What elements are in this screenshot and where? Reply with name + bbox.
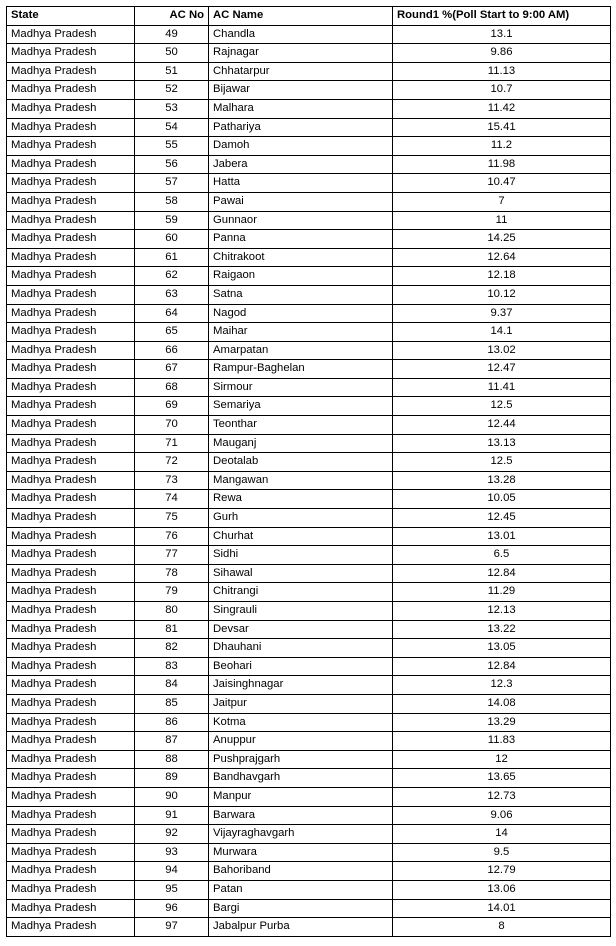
cell-round1-percent: 12.84 — [393, 657, 611, 676]
cell-round1-percent: 12.44 — [393, 416, 611, 435]
table-row — [7, 248, 611, 267]
table-row — [7, 676, 611, 695]
cell-round1-percent: 13.28 — [393, 471, 611, 490]
cell-ac-name: Devsar — [209, 620, 393, 639]
cell-round1-percent: 9.5 — [393, 843, 611, 862]
cell-state: Madhya Pradesh — [7, 81, 135, 100]
cell-ac-no: 55 — [135, 137, 209, 156]
cell-ac-no: 69 — [135, 397, 209, 416]
table-row — [7, 81, 611, 100]
cell-ac-name: Patan — [209, 880, 393, 899]
cell-state: Madhya Pradesh — [7, 564, 135, 583]
cell-state: Madhya Pradesh — [7, 918, 135, 937]
cell-ac-no: 77 — [135, 546, 209, 565]
table-row — [7, 137, 611, 156]
cell-state: Madhya Pradesh — [7, 62, 135, 81]
cell-ac-name: Satna — [209, 285, 393, 304]
cell-state: Madhya Pradesh — [7, 546, 135, 565]
cell-round1-percent: 11 — [393, 211, 611, 230]
cell-ac-name: Mangawan — [209, 471, 393, 490]
cell-state: Madhya Pradesh — [7, 509, 135, 528]
cell-state: Madhya Pradesh — [7, 825, 135, 844]
cell-round1-percent: 11.41 — [393, 378, 611, 397]
cell-ac-name: Bijawar — [209, 81, 393, 100]
table-row — [7, 471, 611, 490]
cell-state: Madhya Pradesh — [7, 602, 135, 621]
cell-state: Madhya Pradesh — [7, 341, 135, 360]
cell-ac-no: 66 — [135, 341, 209, 360]
cell-ac-no: 93 — [135, 843, 209, 862]
cell-state: Madhya Pradesh — [7, 137, 135, 156]
cell-state: Madhya Pradesh — [7, 769, 135, 788]
table-row — [7, 341, 611, 360]
table-row — [7, 918, 611, 937]
table-row — [7, 527, 611, 546]
cell-state: Madhya Pradesh — [7, 527, 135, 546]
table-row — [7, 62, 611, 81]
cell-state: Madhya Pradesh — [7, 174, 135, 193]
cell-ac-no: 81 — [135, 620, 209, 639]
cell-round1-percent: 14.08 — [393, 694, 611, 713]
cell-round1-percent: 12 — [393, 750, 611, 769]
table-row — [7, 267, 611, 286]
cell-round1-percent: 12.13 — [393, 602, 611, 621]
cell-ac-no: 74 — [135, 490, 209, 509]
cell-round1-percent: 13.29 — [393, 713, 611, 732]
cell-state: Madhya Pradesh — [7, 285, 135, 304]
cell-round1-percent: 9.86 — [393, 44, 611, 63]
cell-state: Madhya Pradesh — [7, 323, 135, 342]
table-row — [7, 285, 611, 304]
cell-ac-no: 84 — [135, 676, 209, 695]
cell-ac-no: 75 — [135, 509, 209, 528]
cell-round1-percent: 11.2 — [393, 137, 611, 156]
cell-round1-percent: 9.37 — [393, 304, 611, 323]
table-row — [7, 843, 611, 862]
table-row — [7, 230, 611, 249]
cell-state: Madhya Pradesh — [7, 453, 135, 472]
cell-ac-name: Manpur — [209, 787, 393, 806]
cell-state: Madhya Pradesh — [7, 471, 135, 490]
cell-state: Madhya Pradesh — [7, 360, 135, 379]
cell-round1-percent: 12.45 — [393, 509, 611, 528]
cell-round1-percent: 12.47 — [393, 360, 611, 379]
column-header-state: State — [7, 7, 135, 26]
cell-ac-no: 80 — [135, 602, 209, 621]
column-header-ac-no: AC No — [135, 7, 209, 26]
cell-ac-name: Pawai — [209, 192, 393, 211]
cell-round1-percent: 13.13 — [393, 434, 611, 453]
cell-ac-no: 68 — [135, 378, 209, 397]
column-header-ac-name: AC Name — [209, 7, 393, 26]
cell-ac-no: 97 — [135, 918, 209, 937]
cell-ac-name: Deotalab — [209, 453, 393, 472]
cell-ac-name: Sirmour — [209, 378, 393, 397]
cell-ac-no: 59 — [135, 211, 209, 230]
cell-ac-no: 96 — [135, 899, 209, 918]
cell-state: Madhya Pradesh — [7, 99, 135, 118]
cell-ac-name: Barwara — [209, 806, 393, 825]
cell-ac-no: 92 — [135, 825, 209, 844]
cell-ac-name: Vijayraghavgarh — [209, 825, 393, 844]
cell-state: Madhya Pradesh — [7, 899, 135, 918]
cell-ac-no: 82 — [135, 639, 209, 658]
cell-round1-percent: 12.64 — [393, 248, 611, 267]
cell-ac-name: Kotma — [209, 713, 393, 732]
table-row — [7, 44, 611, 63]
cell-ac-no: 72 — [135, 453, 209, 472]
cell-ac-no: 58 — [135, 192, 209, 211]
cell-ac-no: 65 — [135, 323, 209, 342]
cell-ac-no: 51 — [135, 62, 209, 81]
cell-state: Madhya Pradesh — [7, 192, 135, 211]
table-row — [7, 25, 611, 44]
cell-state: Madhya Pradesh — [7, 787, 135, 806]
table-row — [7, 639, 611, 658]
cell-round1-percent: 14.01 — [393, 899, 611, 918]
cell-ac-no: 62 — [135, 267, 209, 286]
cell-round1-percent: 12.5 — [393, 397, 611, 416]
table-row — [7, 750, 611, 769]
cell-ac-name: Gurh — [209, 509, 393, 528]
cell-ac-no: 61 — [135, 248, 209, 267]
table-row — [7, 155, 611, 174]
cell-ac-no: 54 — [135, 118, 209, 137]
cell-state: Madhya Pradesh — [7, 490, 135, 509]
cell-ac-no: 86 — [135, 713, 209, 732]
cell-ac-name: Amarpatan — [209, 341, 393, 360]
cell-ac-name: Beohari — [209, 657, 393, 676]
table-row — [7, 713, 611, 732]
cell-round1-percent: 11.29 — [393, 583, 611, 602]
cell-round1-percent: 9.06 — [393, 806, 611, 825]
cell-round1-percent: 6.5 — [393, 546, 611, 565]
table-row — [7, 509, 611, 528]
cell-ac-no: 85 — [135, 694, 209, 713]
cell-state: Madhya Pradesh — [7, 806, 135, 825]
table-row — [7, 694, 611, 713]
cell-ac-name: Rampur-Baghelan — [209, 360, 393, 379]
cell-ac-no: 70 — [135, 416, 209, 435]
cell-ac-no: 90 — [135, 787, 209, 806]
table-row — [7, 787, 611, 806]
cell-ac-no: 56 — [135, 155, 209, 174]
table-header — [7, 7, 611, 26]
cell-ac-name: Jaitpur — [209, 694, 393, 713]
cell-round1-percent: 14.1 — [393, 323, 611, 342]
table-row — [7, 490, 611, 509]
table-row — [7, 620, 611, 639]
cell-ac-name: Jabalpur Purba — [209, 918, 393, 937]
table-row — [7, 118, 611, 137]
cell-round1-percent: 10.47 — [393, 174, 611, 193]
cell-round1-percent: 12.84 — [393, 564, 611, 583]
poll-percentage-table — [6, 6, 611, 937]
cell-round1-percent: 12.5 — [393, 453, 611, 472]
cell-state: Madhya Pradesh — [7, 211, 135, 230]
cell-round1-percent: 13.22 — [393, 620, 611, 639]
cell-round1-percent: 12.79 — [393, 862, 611, 881]
table-row — [7, 880, 611, 899]
cell-round1-percent: 13.01 — [393, 527, 611, 546]
cell-state: Madhya Pradesh — [7, 713, 135, 732]
table-row — [7, 323, 611, 342]
cell-ac-name: Chhatarpur — [209, 62, 393, 81]
cell-ac-name: Gunnaor — [209, 211, 393, 230]
cell-round1-percent: 11.42 — [393, 99, 611, 118]
cell-round1-percent: 11.13 — [393, 62, 611, 81]
cell-ac-no: 57 — [135, 174, 209, 193]
table-row — [7, 657, 611, 676]
cell-ac-no: 87 — [135, 732, 209, 751]
cell-round1-percent: 13.06 — [393, 880, 611, 899]
cell-state: Madhya Pradesh — [7, 378, 135, 397]
header-row — [7, 7, 611, 26]
cell-state: Madhya Pradesh — [7, 657, 135, 676]
cell-ac-name: Rajnagar — [209, 44, 393, 63]
cell-round1-percent: 10.7 — [393, 81, 611, 100]
cell-ac-name: Singrauli — [209, 602, 393, 621]
cell-state: Madhya Pradesh — [7, 155, 135, 174]
cell-ac-no: 63 — [135, 285, 209, 304]
table-row — [7, 453, 611, 472]
cell-ac-name: Semariya — [209, 397, 393, 416]
cell-state: Madhya Pradesh — [7, 248, 135, 267]
table-row — [7, 434, 611, 453]
table-row — [7, 769, 611, 788]
table-row — [7, 211, 611, 230]
cell-state: Madhya Pradesh — [7, 267, 135, 286]
cell-ac-name: Raigaon — [209, 267, 393, 286]
cell-ac-no: 78 — [135, 564, 209, 583]
cell-ac-name: Sidhi — [209, 546, 393, 565]
cell-state: Madhya Pradesh — [7, 862, 135, 881]
table-row — [7, 546, 611, 565]
cell-ac-name: Mauganj — [209, 434, 393, 453]
table-row — [7, 304, 611, 323]
cell-state: Madhya Pradesh — [7, 434, 135, 453]
table-row — [7, 602, 611, 621]
cell-round1-percent: 11.98 — [393, 155, 611, 174]
cell-ac-no: 49 — [135, 25, 209, 44]
cell-ac-name: Rewa — [209, 490, 393, 509]
cell-ac-name: Nagod — [209, 304, 393, 323]
cell-ac-no: 64 — [135, 304, 209, 323]
cell-state: Madhya Pradesh — [7, 750, 135, 769]
cell-state: Madhya Pradesh — [7, 620, 135, 639]
cell-ac-no: 73 — [135, 471, 209, 490]
cell-ac-no: 91 — [135, 806, 209, 825]
cell-round1-percent: 13.1 — [393, 25, 611, 44]
cell-ac-name: Bargi — [209, 899, 393, 918]
cell-state: Madhya Pradesh — [7, 694, 135, 713]
cell-ac-name: Bandhavgarh — [209, 769, 393, 788]
table-row — [7, 99, 611, 118]
table-row — [7, 732, 611, 751]
table-row — [7, 806, 611, 825]
table-body — [7, 25, 611, 936]
cell-state: Madhya Pradesh — [7, 25, 135, 44]
cell-ac-no: 53 — [135, 99, 209, 118]
cell-round1-percent: 15.41 — [393, 118, 611, 137]
cell-ac-no: 95 — [135, 880, 209, 899]
table-row — [7, 899, 611, 918]
cell-ac-no: 76 — [135, 527, 209, 546]
cell-ac-name: Bahoriband — [209, 862, 393, 881]
cell-round1-percent: 13.05 — [393, 639, 611, 658]
cell-round1-percent: 12.3 — [393, 676, 611, 695]
cell-round1-percent: 7 — [393, 192, 611, 211]
cell-ac-no: 89 — [135, 769, 209, 788]
cell-state: Madhya Pradesh — [7, 230, 135, 249]
cell-ac-no: 88 — [135, 750, 209, 769]
cell-ac-name: Chandla — [209, 25, 393, 44]
cell-ac-name: Malhara — [209, 99, 393, 118]
cell-state: Madhya Pradesh — [7, 843, 135, 862]
cell-state: Madhya Pradesh — [7, 44, 135, 63]
table-row — [7, 192, 611, 211]
cell-ac-no: 83 — [135, 657, 209, 676]
table-row — [7, 825, 611, 844]
cell-ac-name: Pushprajgarh — [209, 750, 393, 769]
cell-round1-percent: 10.05 — [393, 490, 611, 509]
cell-ac-no: 71 — [135, 434, 209, 453]
cell-ac-name: Pathariya — [209, 118, 393, 137]
cell-round1-percent: 13.02 — [393, 341, 611, 360]
cell-ac-name: Sihawal — [209, 564, 393, 583]
table-row — [7, 416, 611, 435]
table-row — [7, 862, 611, 881]
cell-round1-percent: 10.12 — [393, 285, 611, 304]
cell-ac-no: 94 — [135, 862, 209, 881]
cell-ac-no: 50 — [135, 44, 209, 63]
cell-round1-percent: 12.18 — [393, 267, 611, 286]
cell-state: Madhya Pradesh — [7, 304, 135, 323]
cell-state: Madhya Pradesh — [7, 416, 135, 435]
cell-round1-percent: 12.73 — [393, 787, 611, 806]
cell-ac-no: 60 — [135, 230, 209, 249]
cell-ac-name: Murwara — [209, 843, 393, 862]
cell-round1-percent: 11.83 — [393, 732, 611, 751]
cell-state: Madhya Pradesh — [7, 676, 135, 695]
cell-round1-percent: 8 — [393, 918, 611, 937]
cell-round1-percent: 14 — [393, 825, 611, 844]
cell-ac-name: Damoh — [209, 137, 393, 156]
cell-state: Madhya Pradesh — [7, 639, 135, 658]
cell-ac-no: 79 — [135, 583, 209, 602]
cell-state: Madhya Pradesh — [7, 732, 135, 751]
cell-ac-name: Jabera — [209, 155, 393, 174]
cell-ac-name: Panna — [209, 230, 393, 249]
table-row — [7, 378, 611, 397]
cell-state: Madhya Pradesh — [7, 118, 135, 137]
table-row — [7, 583, 611, 602]
table-row — [7, 360, 611, 379]
cell-ac-no: 52 — [135, 81, 209, 100]
cell-state: Madhya Pradesh — [7, 397, 135, 416]
column-header-round1-percent: Round1 %(Poll Start to 9:00 AM) — [393, 7, 611, 26]
table-row — [7, 397, 611, 416]
table-row — [7, 564, 611, 583]
cell-state: Madhya Pradesh — [7, 880, 135, 899]
cell-state: Madhya Pradesh — [7, 583, 135, 602]
cell-round1-percent: 13.65 — [393, 769, 611, 788]
cell-ac-name: Teonthar — [209, 416, 393, 435]
cell-ac-name: Churhat — [209, 527, 393, 546]
cell-ac-name: Dhauhani — [209, 639, 393, 658]
cell-ac-name: Chitrakoot — [209, 248, 393, 267]
cell-ac-name: Hatta — [209, 174, 393, 193]
cell-ac-name: Jaisinghnagar — [209, 676, 393, 695]
cell-ac-name: Chitrangi — [209, 583, 393, 602]
cell-ac-name: Maihar — [209, 323, 393, 342]
cell-ac-no: 67 — [135, 360, 209, 379]
cell-round1-percent: 14.25 — [393, 230, 611, 249]
cell-ac-name: Anuppur — [209, 732, 393, 751]
table-row — [7, 174, 611, 193]
